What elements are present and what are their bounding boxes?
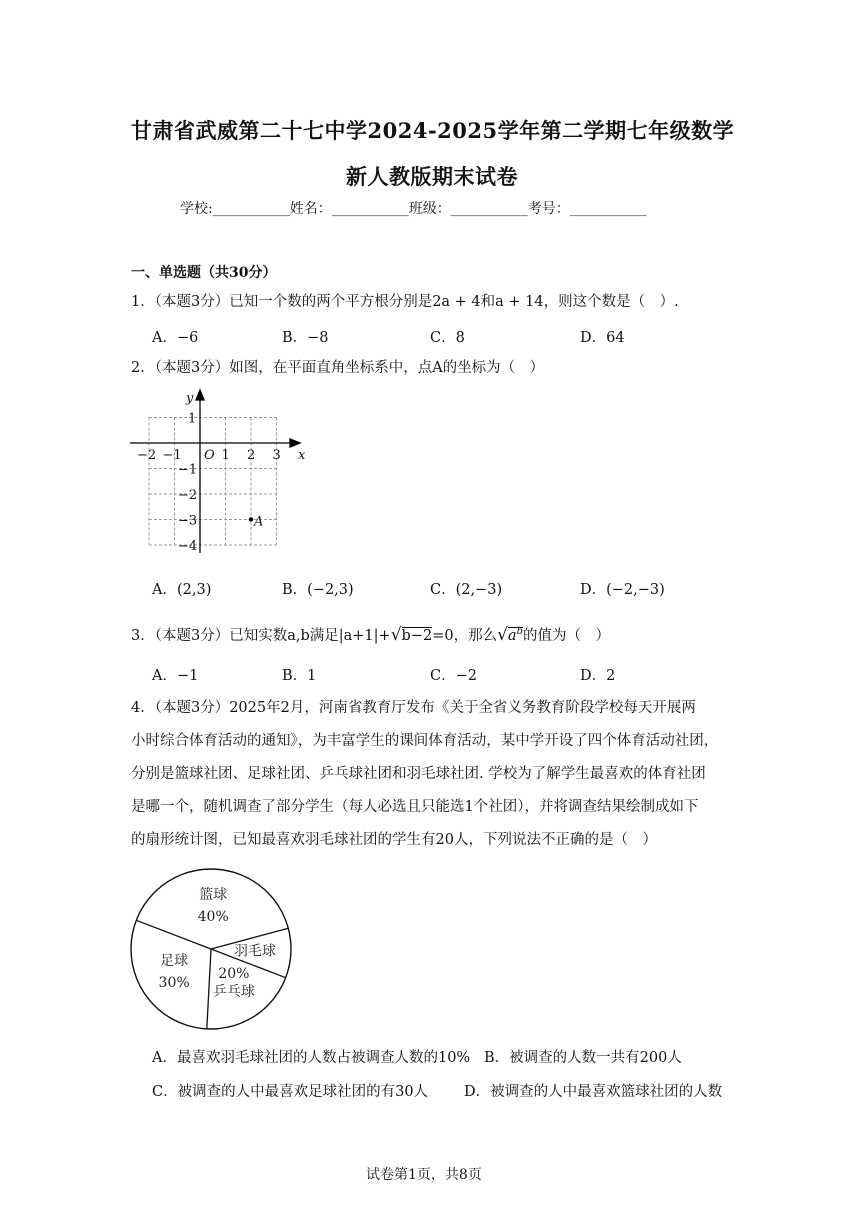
exam-title-line2: 新人教版期末试卷 bbox=[346, 164, 518, 189]
question-4-line: 是哪一个，随机调查了部分学生（每人必选且只能选1个社团），并将调查结果绘制成如下 bbox=[131, 799, 699, 815]
y-tick-label: −3 bbox=[178, 513, 198, 529]
y-tick-label: 1 bbox=[188, 411, 197, 427]
y-axis-label: y bbox=[186, 391, 194, 406]
coordinate-grid bbox=[126, 388, 306, 563]
question-1-option-a: A．−6 bbox=[152, 330, 199, 346]
pie-slice-label: 30% bbox=[158, 974, 190, 991]
y-tick-label: −2 bbox=[178, 488, 198, 503]
x-tick-label: 2 bbox=[247, 448, 256, 463]
question-3-option-d: D．2 bbox=[580, 668, 616, 684]
question-4-option-a: A．最喜欢羽毛球社团的人数占被调查人数的10% bbox=[152, 1050, 471, 1066]
question-2-option-d: D．(−2,−3) bbox=[580, 582, 665, 598]
section-heading: 一、单选题（共30分） bbox=[131, 265, 277, 281]
question-1-option-c: C．8 bbox=[430, 330, 465, 346]
x-axis-label: x bbox=[298, 448, 306, 463]
question-2-option-b: B．(−2,3) bbox=[282, 582, 354, 598]
x-tick-label: −1 bbox=[162, 448, 182, 463]
x-tick-label: 3 bbox=[272, 448, 281, 463]
y-tick-label: −1 bbox=[178, 462, 198, 478]
student-info-row bbox=[180, 198, 647, 218]
x-tick-label: 1 bbox=[221, 448, 230, 463]
class-field: 班级：___________ bbox=[408, 201, 528, 217]
question-3-option-c: C．−2 bbox=[430, 668, 477, 684]
pie-slice-label: 篮球 bbox=[199, 887, 228, 904]
question-2-stem: 2．（本题3分）如图，在平面直角坐标系中，点A的坐标为（ ） bbox=[131, 360, 545, 376]
question-4-line: 的扇形统计图，已知最喜欢羽毛球社团的学生有20人，下列说法不正确的是（ ） bbox=[131, 832, 657, 848]
pie-chart bbox=[126, 866, 296, 1036]
pie-slice-label: 20% bbox=[218, 966, 250, 983]
pie-slice-label: 羽毛球 bbox=[233, 943, 276, 960]
exam-number-field: 考号：___________ bbox=[527, 201, 647, 217]
question-3-stem: 3．（本题3分）已知实数a,b满足|a+1|+√b−2=0，那么$√a^b$的值为（ ） bbox=[131, 624, 610, 645]
question-4-option-c: C．被调查的人中最喜欢足球社团的有30人 bbox=[152, 1084, 429, 1100]
exam-title-line1: 甘肃省武威第二十七中学2024-2025学年第二学期七年级数学 bbox=[131, 118, 735, 143]
origin-label: O bbox=[204, 448, 215, 463]
y-tick-label: −4 bbox=[178, 539, 198, 554]
pie-slice-label: 40% bbox=[197, 909, 229, 926]
question-1-stem: 1．（本题3分）已知一个数的两个平方根分别是2a + 4和a + 14，则这个数是（ ）. bbox=[131, 294, 679, 310]
question-2-option-a: A．(2,3) bbox=[152, 582, 212, 598]
x-axis-arrow bbox=[290, 439, 300, 447]
question-4-line: 4．（本题3分）2025年2月，河南省教育厅发布《关于全省义务教育阶段学校每天开展两 bbox=[131, 700, 696, 716]
question-1-option-d: D．64 bbox=[580, 330, 625, 346]
question-4-stem bbox=[131, 692, 731, 857]
question-3-option-b: B．1 bbox=[282, 668, 317, 684]
point-a bbox=[249, 517, 253, 521]
name-field: 姓名：___________ bbox=[289, 201, 409, 217]
y-axis-arrow bbox=[196, 390, 204, 400]
point-a-label: A bbox=[254, 514, 264, 530]
question-1-option-b: B．−8 bbox=[282, 330, 329, 346]
question-4-option-d: D．被调查的人中最喜欢篮球社团的人数 bbox=[464, 1084, 723, 1100]
page-footer: 试卷第1页，共8页 bbox=[366, 1167, 482, 1183]
question-3-option-a: A．−1 bbox=[152, 668, 199, 684]
question-4-line: 小时综合体育活动的通知》，为丰富学生的课间体育活动，某中学开设了四个体育活动社团， bbox=[131, 733, 719, 749]
x-tick-label: −2 bbox=[137, 448, 157, 463]
question-4-line: 分别是篮球社团、足球社团、乒乓球社团和羽毛球社团. 学校为了解学生最喜欢的体育社团 bbox=[131, 766, 706, 782]
school-field: 学校:___________ bbox=[180, 201, 290, 217]
pie-slice-label: 足球 bbox=[160, 952, 189, 969]
question-2-option-c: C．(2,−3) bbox=[430, 582, 503, 598]
question-4-option-b: B．被调查的人数一共有200人 bbox=[484, 1050, 682, 1066]
pie-slice-label: 乒乓球 bbox=[212, 984, 255, 1001]
